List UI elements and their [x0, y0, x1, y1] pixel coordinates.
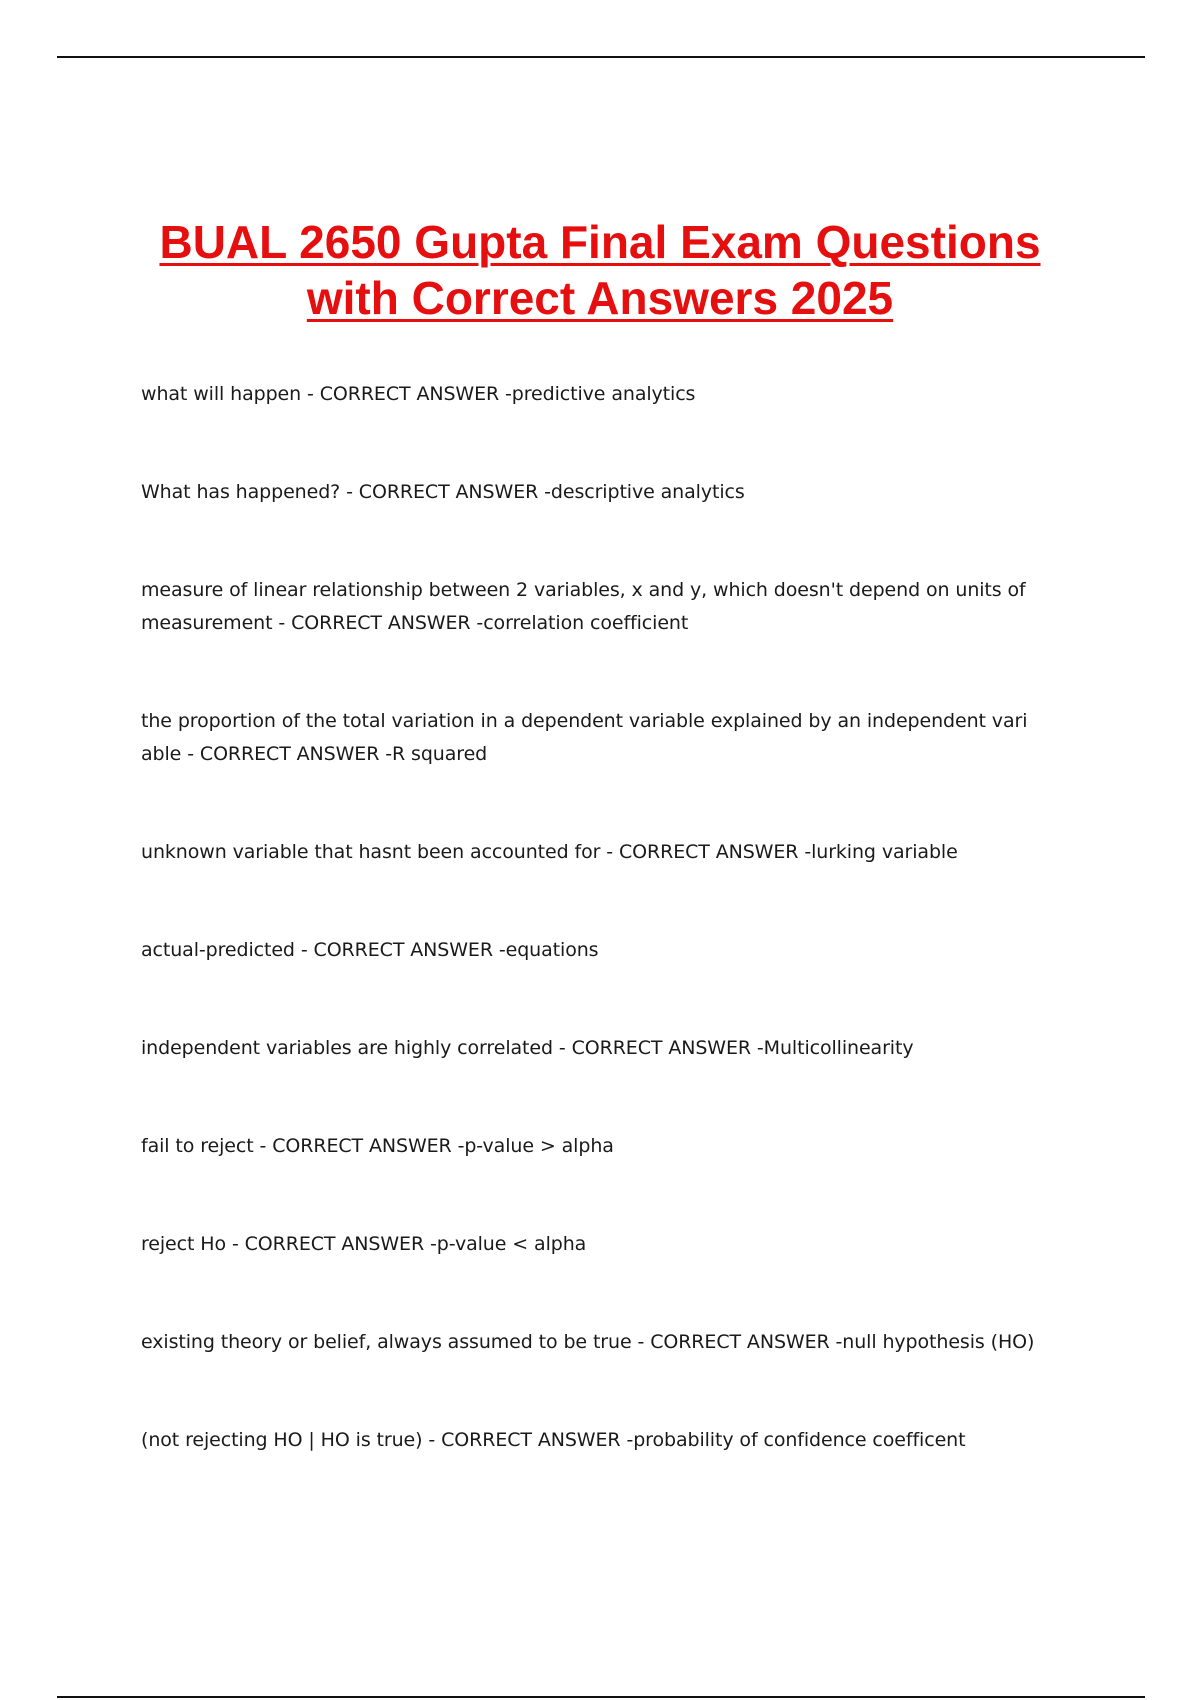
- qa-item: What has happened? - CORRECT ANSWER -descriptive analytics: [141, 481, 745, 503]
- qa-item: the proportion of the total variation in a dependent variable explained by an independent vari able - CORRECT ANSWER -R squared: [141, 710, 1028, 765]
- qa-item: unknown variable that hasnt been accounted for - CORRECT ANSWER -lurking variable: [141, 841, 958, 863]
- question-answer-list: [141, 378, 1061, 1522]
- qa-item: measure of linear relationship between 2 variables, x and y, which doesn't depend on units of measurement - CORRECT ANSWER -correlation coefficient: [141, 579, 1026, 634]
- qa-item: reject Ho - CORRECT ANSWER -p-value < alpha: [141, 1233, 587, 1255]
- qa-item: actual-predicted - CORRECT ANSWER -equations: [141, 939, 599, 961]
- qa-item: (not rejecting HO | HO is true) - CORRECT ANSWER -probability of confidence coefficent: [141, 1429, 966, 1451]
- qa-item: what will happen - CORRECT ANSWER -predictive analytics: [141, 383, 696, 405]
- title-line-1: BUAL 2650 Gupta Final Exam Questions: [159, 216, 1041, 268]
- title-line-2: with Correct Answers 2025: [306, 272, 894, 324]
- document-title: [0, 214, 1200, 326]
- qa-item: fail to reject - CORRECT ANSWER -p-value > alpha: [141, 1135, 614, 1157]
- qa-item: existing theory or belief, always assumed to be true - CORRECT ANSWER -null hypothesis (HO): [141, 1331, 1035, 1353]
- top-divider: [57, 56, 1145, 58]
- bottom-divider: [57, 1696, 1145, 1698]
- qa-item: independent variables are highly correlated - CORRECT ANSWER -Multicollinearity: [141, 1037, 914, 1059]
